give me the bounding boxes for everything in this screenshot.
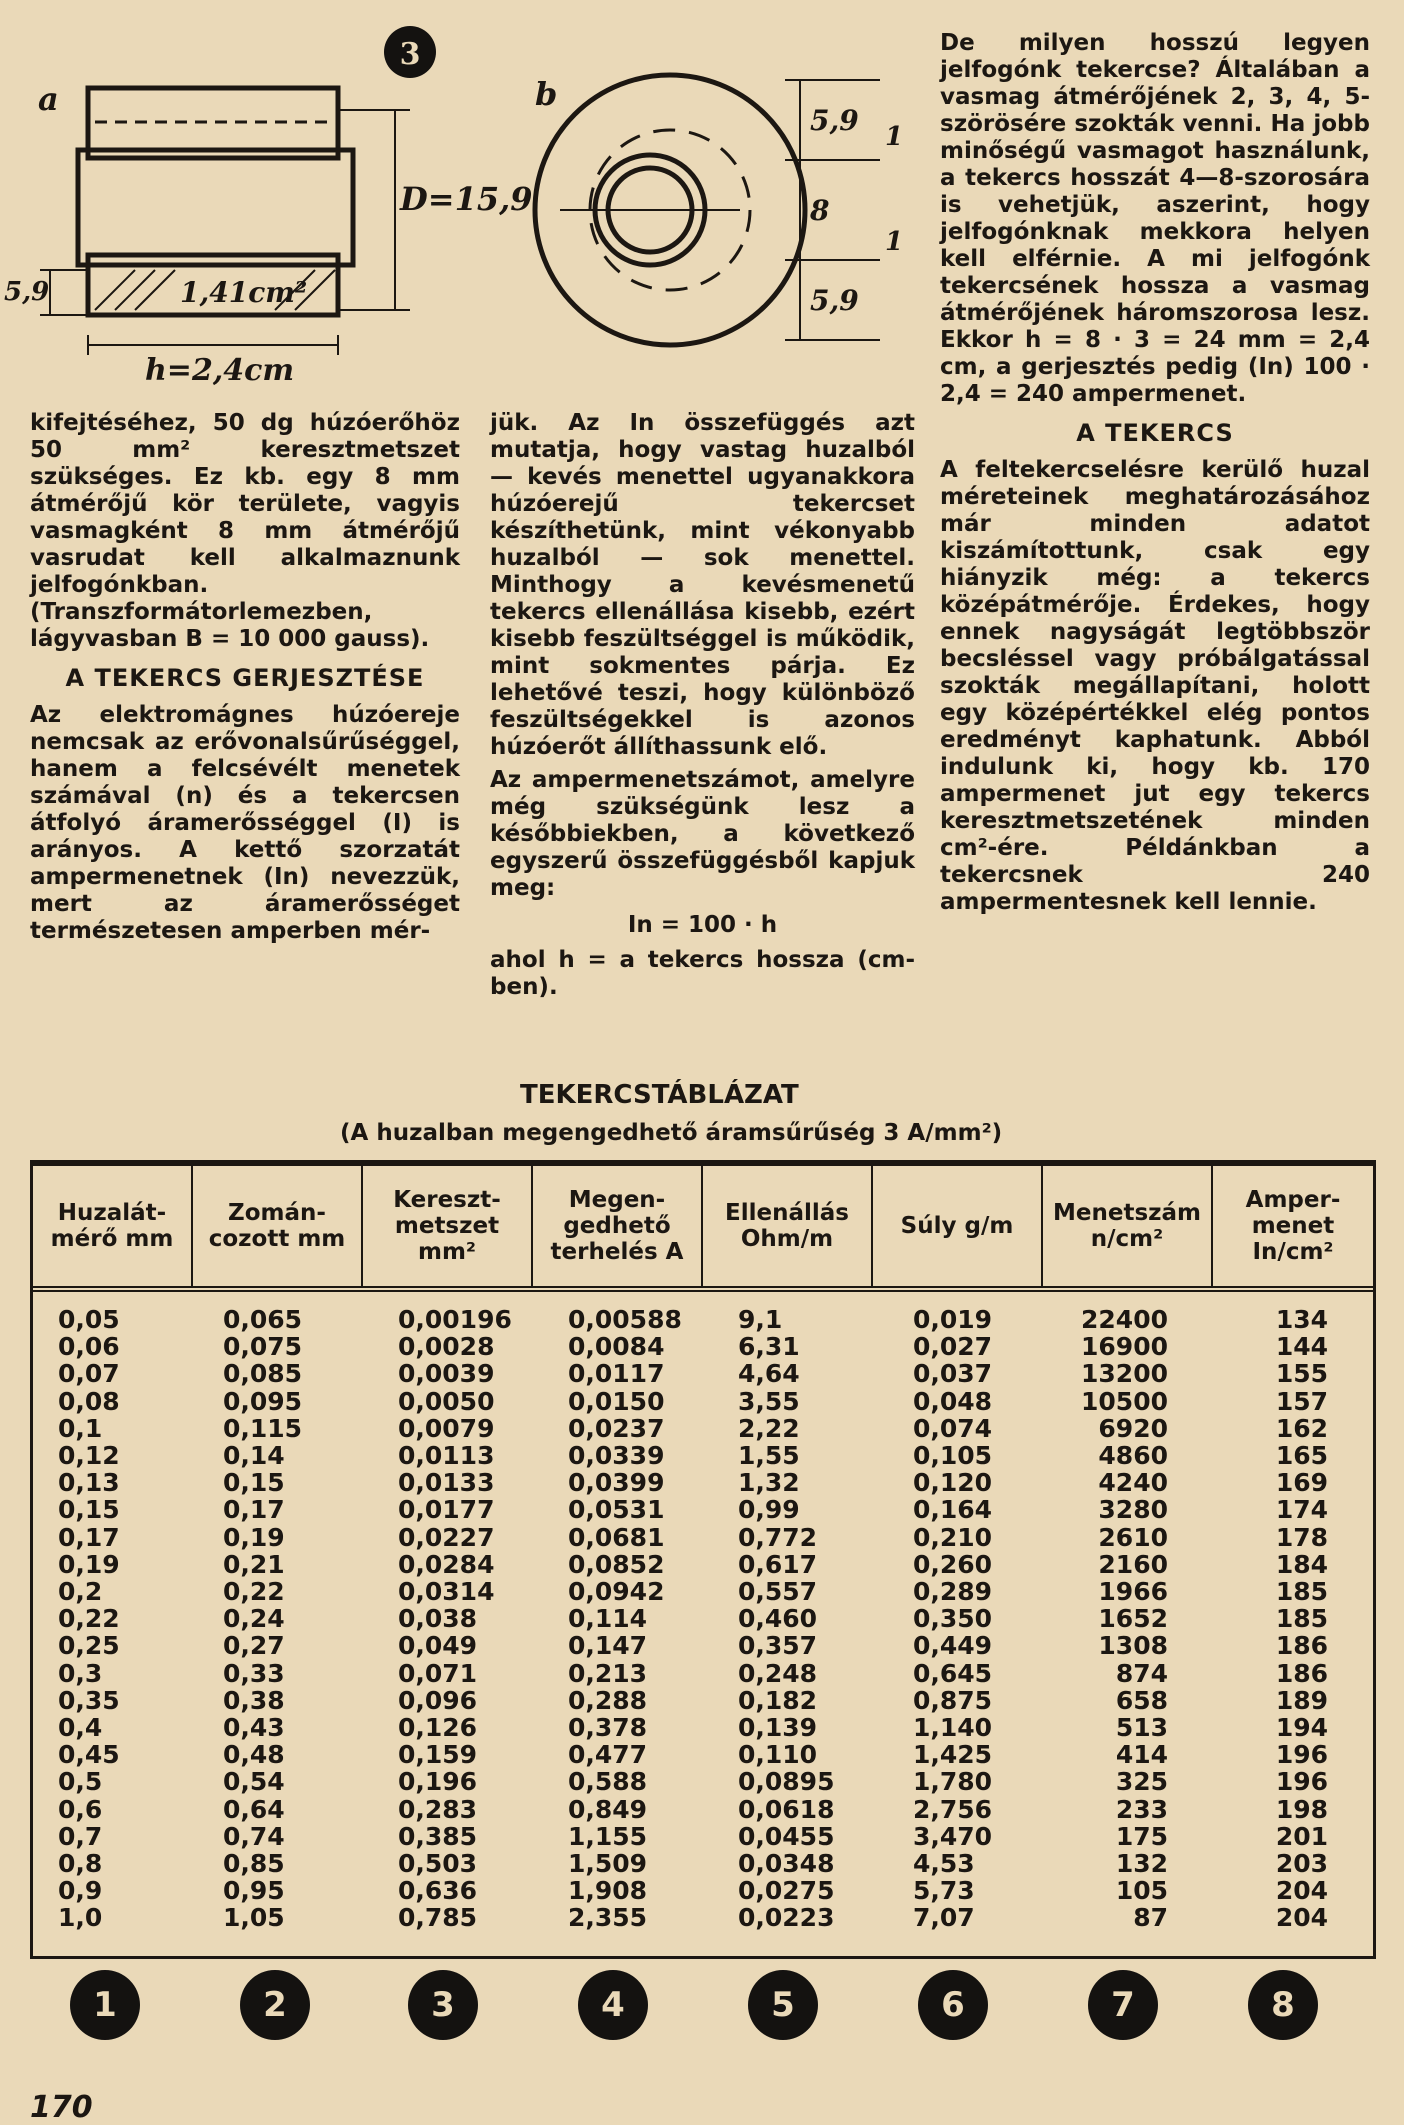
paragraph: jük. Az In összefüggés azt mutatja, hogy vastag huzalból — kevés menettel ugyanakkora húzóerejű tekercset készíthetünk, mint vékonyabb huzalból — sok menettel. Minthogy a kevésmenetű tekercs ellenállása kisebb, ezért kisebb feszültséggel is működik, mint sokmentes párja. Ez lehetővé teszi, hogy különböző feszültségekkel is azonos húzóerőt állíthassunk elő.	[490, 410, 915, 760]
table-cell: 0,9	[58, 1876, 103, 1906]
table-cell: 0,15	[58, 1495, 120, 1525]
area-label: 1,41cm²	[180, 276, 308, 309]
table-cell: 2,756	[913, 1794, 993, 1824]
column-number-badge: 8	[1248, 1970, 1318, 2040]
table-cell: 201	[1275, 1821, 1328, 1851]
table-cell: 196	[1275, 1767, 1328, 1797]
table-cell: 0,85	[223, 1849, 285, 1878]
column-number-badge: 3	[408, 1970, 478, 2040]
table-cell: 0,213	[568, 1658, 648, 1688]
table-cell: 0,0117	[568, 1359, 665, 1389]
table-cell: 0,6	[58, 1794, 103, 1824]
table-cell: 7,07	[913, 1903, 975, 1933]
column-number-badge: 2	[240, 1970, 310, 2040]
table-cell: 1,55	[738, 1441, 800, 1470]
table-subtitle: (A huzalban megengedhető áramsűrűség 3 A/mm²)	[340, 1120, 1003, 1146]
table-cell: 1,908	[568, 1876, 648, 1906]
table-cell: 0,06	[58, 1332, 120, 1362]
table-cell: 0,260	[913, 1549, 993, 1579]
table-cell: 0,43	[223, 1713, 285, 1742]
table-cell: 0,0039	[398, 1359, 495, 1389]
table-cell: 0,95	[223, 1876, 285, 1906]
column-number-badge: 1	[70, 1970, 140, 2040]
table-cell: 325	[1115, 1767, 1168, 1797]
table-cell: 0,0227	[398, 1522, 495, 1552]
table-cell: 0,4	[58, 1713, 103, 1742]
figure-number: 3	[399, 37, 421, 72]
table-cell: 0,0028	[398, 1332, 495, 1362]
table-cell: 13200	[1081, 1359, 1168, 1389]
table-cell: 0,0895	[738, 1767, 835, 1797]
table-cell: 0,45	[58, 1740, 120, 1770]
table-cell: 1966	[1098, 1577, 1168, 1606]
paragraph: Az elektromágnes húzóereje nemcsak az erővonalsűrűséggel, hanem a felcsévélt menetek számával (n) és a tekercsen átfolyó áramerősséggel (I) is arányos. A kettő szorzatát ampermenetnek (In) nevezzük, mert az áramerősséget természetesen amperben mér-	[30, 702, 460, 944]
table-cell: 0,071	[398, 1658, 478, 1688]
table-cell: 0,54	[223, 1767, 285, 1797]
table-cell: 2,22	[738, 1413, 800, 1443]
table-cell: 3,55	[738, 1386, 800, 1416]
dimension-d: D=15,9	[400, 180, 533, 218]
table-cell: 0,24	[223, 1604, 285, 1634]
coil-figure	[0, 20, 950, 400]
table-cell: 0,019	[913, 1305, 993, 1334]
table-cell: 0,159	[398, 1740, 478, 1770]
table-cell: 0,00588	[568, 1305, 682, 1334]
table-cell: 1,0	[58, 1903, 103, 1933]
table-cell: 0,00196	[398, 1305, 512, 1334]
table-cell: 204	[1275, 1876, 1328, 1906]
page-number: 170	[30, 2090, 93, 2125]
table-cell: 10500	[1081, 1386, 1168, 1416]
table-cell: 9,1	[738, 1305, 783, 1334]
table-cell: 165	[1275, 1441, 1328, 1470]
table-cell: 0,05	[58, 1305, 120, 1334]
table-cell: 0,378	[568, 1713, 648, 1742]
table-cell: 658	[1115, 1685, 1168, 1715]
table-cell: 1,780	[913, 1767, 993, 1797]
section-heading: A TEKERCS	[1076, 419, 1234, 447]
table-cell: 874	[1115, 1658, 1168, 1688]
table-cell: 0,139	[738, 1713, 818, 1742]
paragraph: De milyen hosszú legyen jelfogónk tekercse? Általában a vasmag átmérőjének 2, 3, 4, 5-szörösére szokták venni. Ha jobb minőségű vasmagot használunk, a tekercs hosszát 4—8-szorosára is vehetjük, aszerint, hogy jelfogónknak mekkora helyen kell elférnie. A mi jelfogónk tekercsének hossza a vasmag átmérőjének háromszorosa lesz. Ekkor h = 8 · 3 = 24 mm = 2,4 cm, a gerjesztés pedig (In) 100 · 2,4 = 240 ampermenet.	[940, 30, 1370, 407]
dimension-h: h=2,4cm	[145, 353, 295, 388]
table-cell: 203	[1275, 1849, 1328, 1878]
table-cell: 0,037	[913, 1359, 993, 1389]
dimension-one-b: 1	[885, 227, 904, 257]
table-cell: 1,05	[223, 1903, 285, 1933]
column-number-badge: 7	[1088, 1970, 1158, 2040]
table-cell: 0,0223	[738, 1903, 835, 1933]
table-cell: 0,105	[913, 1441, 993, 1470]
table-cell: 0,0177	[398, 1495, 495, 1525]
table-cell: 16900	[1081, 1332, 1168, 1362]
table-cell: 204	[1275, 1903, 1328, 1933]
table-cell: 0,1	[58, 1413, 103, 1443]
table-cell: 0,0133	[398, 1468, 495, 1498]
table-cell: 0,038	[398, 1604, 478, 1634]
table-cell: 0,875	[913, 1685, 993, 1715]
table-cell: 186	[1275, 1658, 1328, 1688]
text-column-1	[30, 410, 460, 945]
table-cell: 0,460	[738, 1604, 818, 1634]
table-cell: 0,0050	[398, 1386, 495, 1416]
column-header: Amper- menet In/cm²	[1245, 1187, 1341, 1265]
table-cell: 0,772	[738, 1522, 818, 1552]
dimension-top: 5,9	[810, 104, 859, 137]
table-cell: 198	[1275, 1794, 1328, 1824]
column-header: Zomán- cozott mm	[193, 1166, 363, 1286]
table-cell: 185	[1275, 1577, 1328, 1606]
table-cell: 186	[1275, 1631, 1328, 1661]
table-cell: 0,99	[738, 1495, 800, 1525]
table-cell: 0,35	[58, 1685, 120, 1715]
table-cell: 0,120	[913, 1468, 993, 1498]
column-header: Megen- gedhető terhelés A	[533, 1166, 703, 1286]
table-cell: 0,22	[58, 1604, 120, 1634]
label-a: a	[38, 80, 59, 118]
table-cell: 0,0150	[568, 1386, 665, 1416]
table-cell: 0,0531	[568, 1495, 665, 1525]
table-cell: 4860	[1098, 1441, 1168, 1470]
table-cell: 0,15	[223, 1468, 285, 1498]
table-cell: 1,155	[568, 1821, 648, 1851]
table-cell: 0,13	[58, 1468, 120, 1498]
table-cell: 233	[1115, 1794, 1168, 1824]
table-cell: 0,38	[223, 1685, 285, 1715]
table-cell: 0,0348	[738, 1849, 835, 1878]
table-cell: 4,64	[738, 1359, 800, 1389]
table-cell: 0,3	[58, 1658, 103, 1688]
table-cell: 1652	[1098, 1604, 1168, 1634]
dimension-bot: 5,9	[810, 284, 859, 317]
table-cell: 4,53	[913, 1849, 975, 1878]
formula: In = 100 · h	[627, 912, 778, 938]
table-cell: 189	[1275, 1685, 1328, 1715]
table-cell: 0,12	[58, 1441, 120, 1470]
table-cell: 0,636	[398, 1876, 478, 1906]
table-cell: 0,350	[913, 1604, 993, 1634]
table-cell: 0,085	[223, 1359, 303, 1389]
table-cell: 0,0113	[398, 1441, 495, 1470]
table-cell: 0,049	[398, 1631, 478, 1661]
table-cell: 0,07	[58, 1359, 120, 1389]
table-cell: 0,33	[223, 1658, 285, 1688]
table-cell: 0,849	[568, 1794, 648, 1824]
coil-table	[30, 1160, 1376, 1959]
table-cell: 1,32	[738, 1468, 800, 1498]
paragraph: Az ampermenetszámot, amelyre még szükségünk lesz a későbbiekben, a következő egyszerű összefüggésből kapjuk meg:	[490, 767, 915, 901]
table-cell: 0,075	[223, 1332, 303, 1362]
table-cell: 0,0681	[568, 1522, 665, 1552]
table-cell: 4240	[1098, 1468, 1168, 1498]
table-cell: 2,355	[568, 1903, 648, 1933]
table-cell: 0,0079	[398, 1413, 495, 1443]
column-number-badge: 5	[748, 1970, 818, 2040]
table-cell: 0,64	[223, 1794, 285, 1824]
table-cell: 1,425	[913, 1740, 993, 1770]
dimension-mid: 8	[810, 194, 830, 227]
table-cell: 0,283	[398, 1794, 478, 1824]
column-number-badge: 6	[918, 1970, 988, 2040]
table-cell: 185	[1275, 1604, 1328, 1634]
paragraph: kifejtéséhez, 50 dg húzóerőhöz 50 mm² keresztmetszet szükséges. Ez kb. egy 8 mm átmérőjű kör területe, vagyis vasmagként 8 mm átmérőjű vasrudat kell alkalmaznunk jelfogónkban. (Transzformátorlemezben, lágyvasban B = 10 000 gauss).	[30, 410, 460, 652]
table-cell: 144	[1275, 1332, 1328, 1362]
header-divider	[33, 1286, 1373, 1292]
table-cell: 0,115	[223, 1413, 303, 1443]
table-cell: 414	[1115, 1740, 1168, 1770]
table-cell: 134	[1275, 1305, 1328, 1334]
table-cell: 0,17	[58, 1522, 120, 1552]
table-cell: 0,8	[58, 1849, 103, 1878]
table-cell: 6,31	[738, 1332, 800, 1362]
table-cell: 1308	[1098, 1631, 1168, 1661]
table-cell: 0,0339	[568, 1441, 665, 1470]
table-cell: 2160	[1098, 1549, 1168, 1579]
table-cell: 2610	[1098, 1522, 1168, 1552]
table-cell: 169	[1275, 1468, 1328, 1498]
table-cell: 0,588	[568, 1767, 648, 1797]
table-cell: 162	[1275, 1413, 1328, 1443]
table-cell: 0,147	[568, 1631, 648, 1661]
table-cell: 0,48	[223, 1740, 285, 1770]
label-b: b	[535, 75, 558, 113]
table-cell: 0,477	[568, 1740, 648, 1770]
table-cell: 22400	[1081, 1305, 1168, 1334]
table-cell: 0,0618	[738, 1794, 835, 1824]
table-cell: 0,449	[913, 1631, 993, 1661]
table-cell: 6920	[1098, 1413, 1168, 1443]
table-cell: 0,0314	[398, 1577, 495, 1606]
table-title: TEKERCSTÁBLÁZAT	[520, 1080, 799, 1110]
paragraph: A feltekercselésre kerülő huzal méreteinek meghatározásához már minden adatot kiszámítottunk, csak egy hiányzik még: a tekercs középátmérője. Érdekes, hogy ennek nagyságát legtöbbször becsléssel vagy próbálgatással szokták megállapítani, holott egy középértékkel elég pontos eredményt kaphatunk. Abból indulunk ki, hogy kb. 170 ampermenet jut egy tekercs keresztmetszetének minden cm²-ére. Példánkban a tekercsnek 240 ampermentesnek kell lennie.	[940, 457, 1370, 915]
table-cell: 184	[1275, 1549, 1328, 1579]
table-cell: 0,2	[58, 1577, 103, 1606]
table-cell: 0,074	[913, 1413, 993, 1443]
table-cell: 0,126	[398, 1713, 478, 1742]
table-cell: 196	[1275, 1740, 1328, 1770]
table-cell: 0,0237	[568, 1413, 665, 1443]
table-cell: 0,048	[913, 1386, 993, 1416]
dimension-left: 5,9	[4, 277, 50, 307]
table-cell: 1,509	[568, 1849, 648, 1878]
column-header: Kereszt- metszet mm²	[363, 1166, 533, 1286]
table-cell: 0,0455	[738, 1821, 835, 1851]
table-cell: 0,503	[398, 1849, 478, 1878]
section-heading: A TEKERCS GERJESZTÉSE	[65, 664, 425, 692]
table-cell: 0,114	[568, 1604, 648, 1634]
table-cell: 1,140	[913, 1713, 993, 1742]
table-cell: 155	[1275, 1359, 1328, 1389]
table-cell: 0,785	[398, 1903, 478, 1933]
table-cell: 0,7	[58, 1821, 103, 1851]
table-cell: 0,25	[58, 1631, 120, 1661]
table-cell: 0,22	[223, 1577, 285, 1606]
table-cell: 132	[1115, 1849, 1168, 1878]
column-header: Súly g/m	[873, 1166, 1043, 1286]
table-cell: 0,617	[738, 1549, 818, 1579]
table-cell: 0,74	[223, 1821, 285, 1851]
table-cell: 87	[1133, 1903, 1168, 1933]
table-cell: 194	[1275, 1713, 1328, 1742]
table-cell: 0,182	[738, 1685, 818, 1715]
table-cell: 0,288	[568, 1685, 648, 1715]
table-cell: 0,210	[913, 1522, 993, 1552]
dimension-one-a: 1	[885, 122, 904, 152]
table-cell: 0,27	[223, 1631, 285, 1661]
column-header: Menetszám n/cm²	[1043, 1166, 1213, 1286]
table-cell: 0,065	[223, 1305, 303, 1334]
table-cell: 0,110	[738, 1740, 818, 1770]
table-cell: 174	[1275, 1495, 1328, 1525]
column-header: Huzalát- mérő mm	[33, 1166, 193, 1286]
table-cell: 175	[1115, 1821, 1168, 1851]
table-cell: 157	[1275, 1386, 1328, 1416]
table-cell: 0,08	[58, 1386, 120, 1416]
table-cell: 0,027	[913, 1332, 993, 1362]
table-cell: 0,385	[398, 1821, 478, 1851]
table-cell: 5,73	[913, 1876, 975, 1906]
table-cell: 0,0084	[568, 1332, 665, 1362]
table-cell: 0,645	[913, 1658, 993, 1688]
table-cell: 0,096	[398, 1685, 478, 1715]
table-cell: 0,5	[58, 1767, 103, 1797]
column-header: Ellenállás Ohm/m	[703, 1166, 873, 1286]
table-cell: 0,0284	[398, 1549, 495, 1579]
table-cell: 178	[1275, 1522, 1328, 1552]
table-cell: 0,164	[913, 1495, 993, 1525]
table-cell: 0,14	[223, 1441, 285, 1470]
table-cell: 513	[1115, 1713, 1168, 1742]
column-number-badge: 4	[578, 1970, 648, 2040]
table-cell: 0,248	[738, 1658, 818, 1688]
table-cell: 3,470	[913, 1821, 993, 1851]
table-cell: 0,289	[913, 1577, 993, 1606]
paragraph: ahol h = a tekercs hossza (cm-ben).	[490, 947, 915, 1000]
table-cell: 0,19	[223, 1522, 285, 1552]
text-column-3	[940, 30, 1370, 916]
table-cell: 0,357	[738, 1631, 818, 1661]
table-cell: 0,0275	[738, 1876, 835, 1906]
table-cell: 0,19	[58, 1549, 120, 1579]
table-cell: 0,557	[738, 1577, 818, 1606]
table-cell: 105	[1115, 1876, 1168, 1906]
text-column-2	[490, 410, 915, 1001]
table-cell: 3280	[1098, 1495, 1168, 1525]
table-cell: 0,0942	[568, 1577, 665, 1606]
table-cell: 0,095	[223, 1386, 303, 1416]
table-cell: 0,196	[398, 1767, 478, 1797]
table-cell: 0,17	[223, 1495, 285, 1525]
table-cell: 0,21	[223, 1549, 285, 1579]
table-cell: 0,0852	[568, 1549, 665, 1579]
table-cell: 0,0399	[568, 1468, 665, 1498]
